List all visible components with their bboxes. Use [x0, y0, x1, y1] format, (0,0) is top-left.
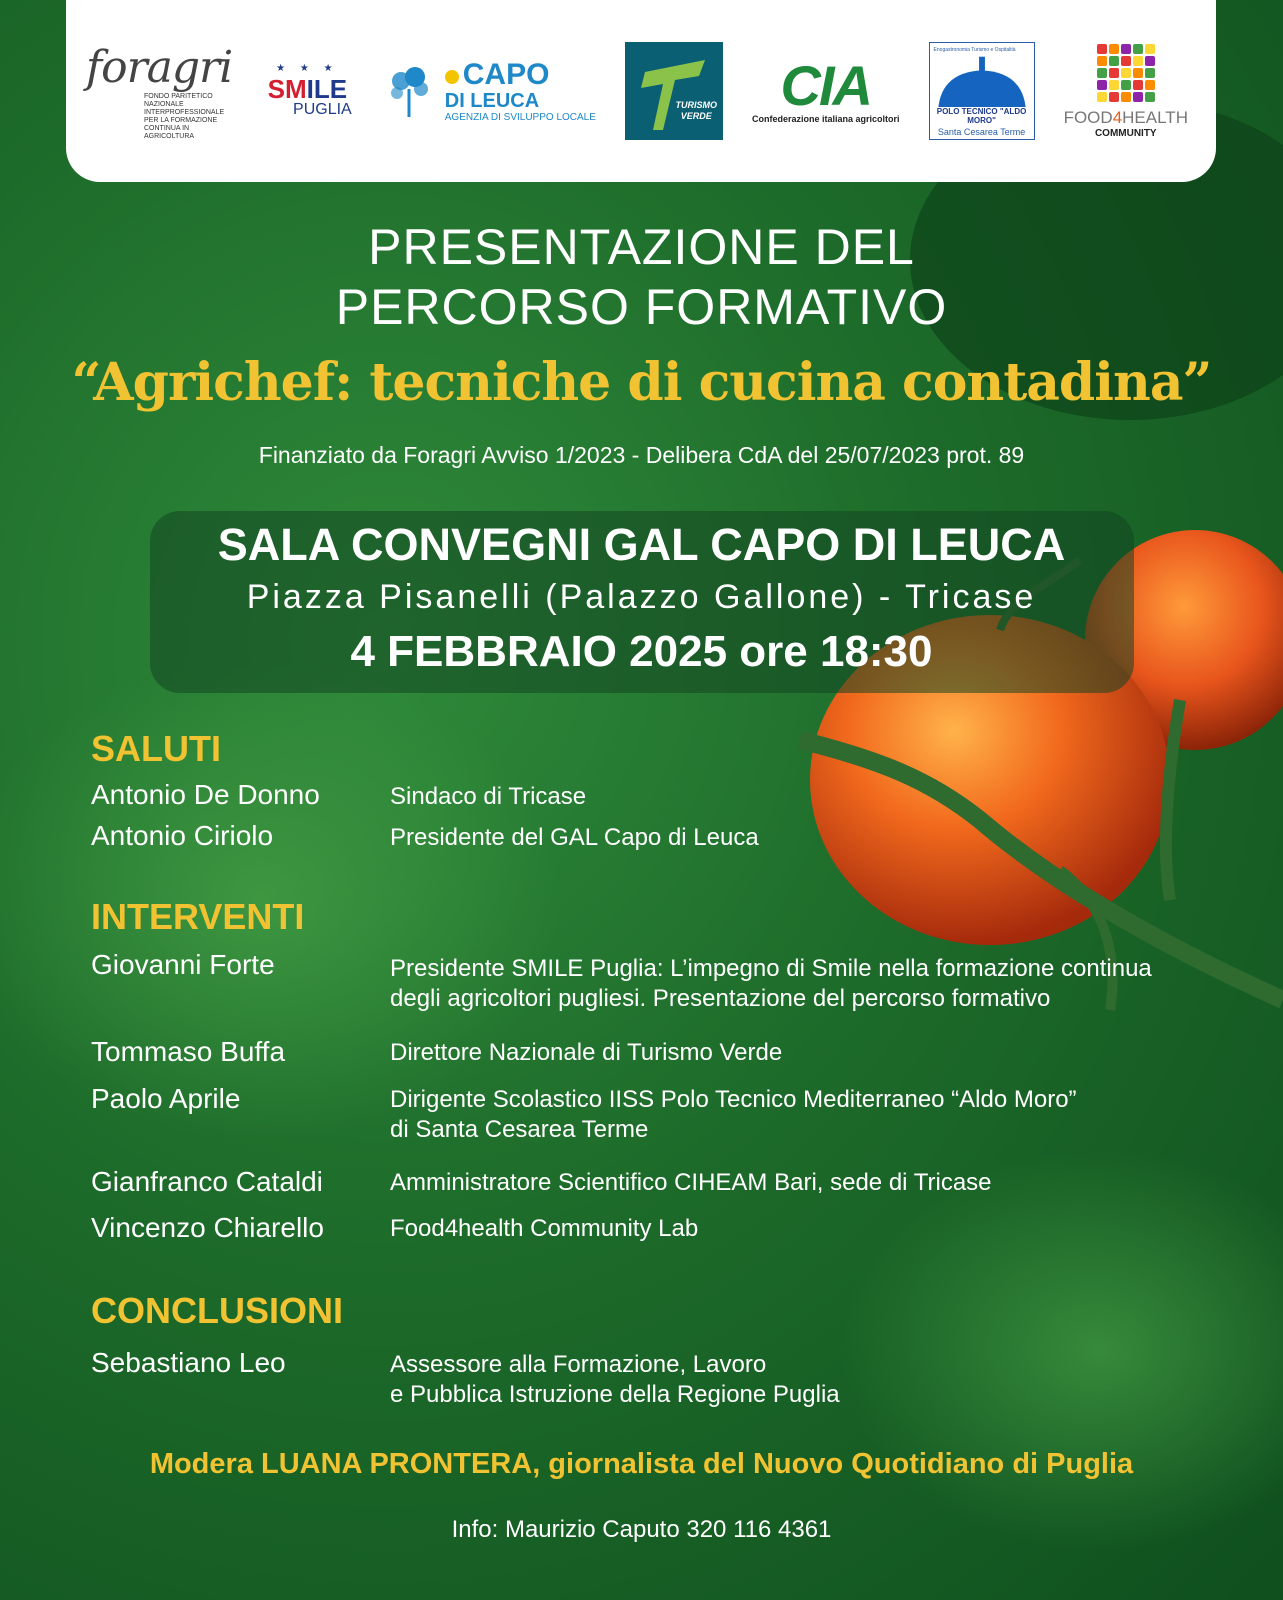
speaker-role: Sindaco di Tricase	[390, 783, 587, 810]
speaker-role-cont: di Santa Cesarea Terme	[390, 1116, 649, 1143]
foragri-logo-text: foragri	[85, 41, 233, 93]
capo-logo-tagline: AGENZIA DI SVILUPPO LOCALE	[444, 111, 596, 123]
funding-note: Finanziato da Foragri Avviso 1/2023 - Delibera CdA del 25/07/2023 prot. 89	[258, 442, 1025, 468]
speaker-name: Vincenzo Chiarello	[91, 1212, 324, 1243]
food4health-logo-subtitle: COMMUNITY	[1094, 127, 1157, 139]
polo-logo-name: POLO TECNICO "ALDO MORO"	[930, 107, 1034, 125]
speaker-role: Direttore Nazionale di Turismo Verde	[390, 1039, 783, 1066]
speaker-role-cont: degli agricoltori pugliesi. Presentazione del percorso formativo	[390, 985, 1051, 1012]
capo-logo-line2: DI LEUCA	[444, 89, 540, 112]
venue-address: Piazza Pisanelli (Palazzo Gallone) - Tricase	[246, 578, 1037, 616]
speaker-name: Gianfranco Cataldi	[91, 1166, 323, 1197]
polo-logo-small-text: Enogastronomia Turismo e Ospitalità	[933, 47, 1016, 53]
food4health-logo-text: FOOD4HEALTH	[1063, 107, 1188, 127]
section-title-saluti: SALUTI	[91, 728, 221, 769]
speaker-name: Paolo Aprile	[91, 1083, 241, 1114]
venue-name: SALA CONVEGNI GAL CAPO DI LEUCA	[217, 519, 1066, 570]
contact-info: Info: Maurizio Caputo 320 116 4361	[451, 1516, 832, 1543]
speaker-name: Antonio Ciriolo	[91, 820, 274, 851]
section-title-interventi: INTERVENTI	[91, 896, 305, 937]
heading-line-1: PRESENTAZIONE DEL	[368, 219, 915, 275]
speaker-role: Presidente SMILE Puglia: L’impegno di Smile nella formazione continua	[390, 955, 1152, 982]
capo-logo-line1: CAPO	[445, 60, 596, 90]
speaker-role: Dirigente Scolastico IISS Polo Tecnico Mediterraneo “Aldo Moro”	[390, 1086, 1077, 1113]
smile-logo-subtitle: PUGLIA	[293, 101, 352, 118]
course-title: “Agrichef: tecniche di cucina contadina”	[71, 352, 1212, 413]
smile-logo-text: SMILE	[267, 74, 348, 104]
speaker-role-cont: e Pubblica Istruzione della Regione Puglia	[390, 1381, 840, 1408]
speaker-name: Sebastiano Leo	[91, 1347, 286, 1378]
speaker-role: Amministratore Scientifico CIHEAM Bari, sede di Tricase	[390, 1169, 992, 1196]
speaker-role: Food4health Community Lab	[390, 1215, 699, 1242]
speaker-name: Giovanni Forte	[91, 949, 275, 980]
heading-line-2: PERCORSO FORMATIVO	[335, 279, 948, 335]
cia-logo-subtitle: Confederazione italiana agricoltori	[751, 114, 900, 124]
polo-logo-place: Santa Cesarea Terme	[937, 127, 1026, 137]
moderator-line: Modera LUANA PRONTERA, giornalista del Nuovo Quotidiano di Puglia	[149, 1448, 1134, 1480]
speaker-name: Antonio De Donno	[91, 779, 320, 810]
speaker-role: Presidente del GAL Capo di Leuca	[390, 824, 759, 851]
event-date-time: 4 FEBBRAIO 2025 ore 18:30	[350, 627, 933, 676]
eu-stars-icon: ★ ★ ★	[276, 63, 339, 74]
turismo-verde-line2: VERDE	[680, 111, 712, 121]
foragri-logo-subtitle: FONDO PARITETICO NAZIONALE INTERPROFESSIONALE PER LA FORMAZIONE CONTINUA IN AGRICOLTURA	[144, 92, 225, 140]
speaker-role: Assessore alla Formazione, Lavoro	[390, 1351, 767, 1378]
section-title-conclusioni: CONCLUSIONI	[91, 1290, 343, 1331]
cia-logo-text: CIA	[780, 54, 871, 117]
turismo-verde-line1: TURISMO	[675, 100, 717, 110]
speaker-name: Tommaso Buffa	[91, 1036, 286, 1067]
